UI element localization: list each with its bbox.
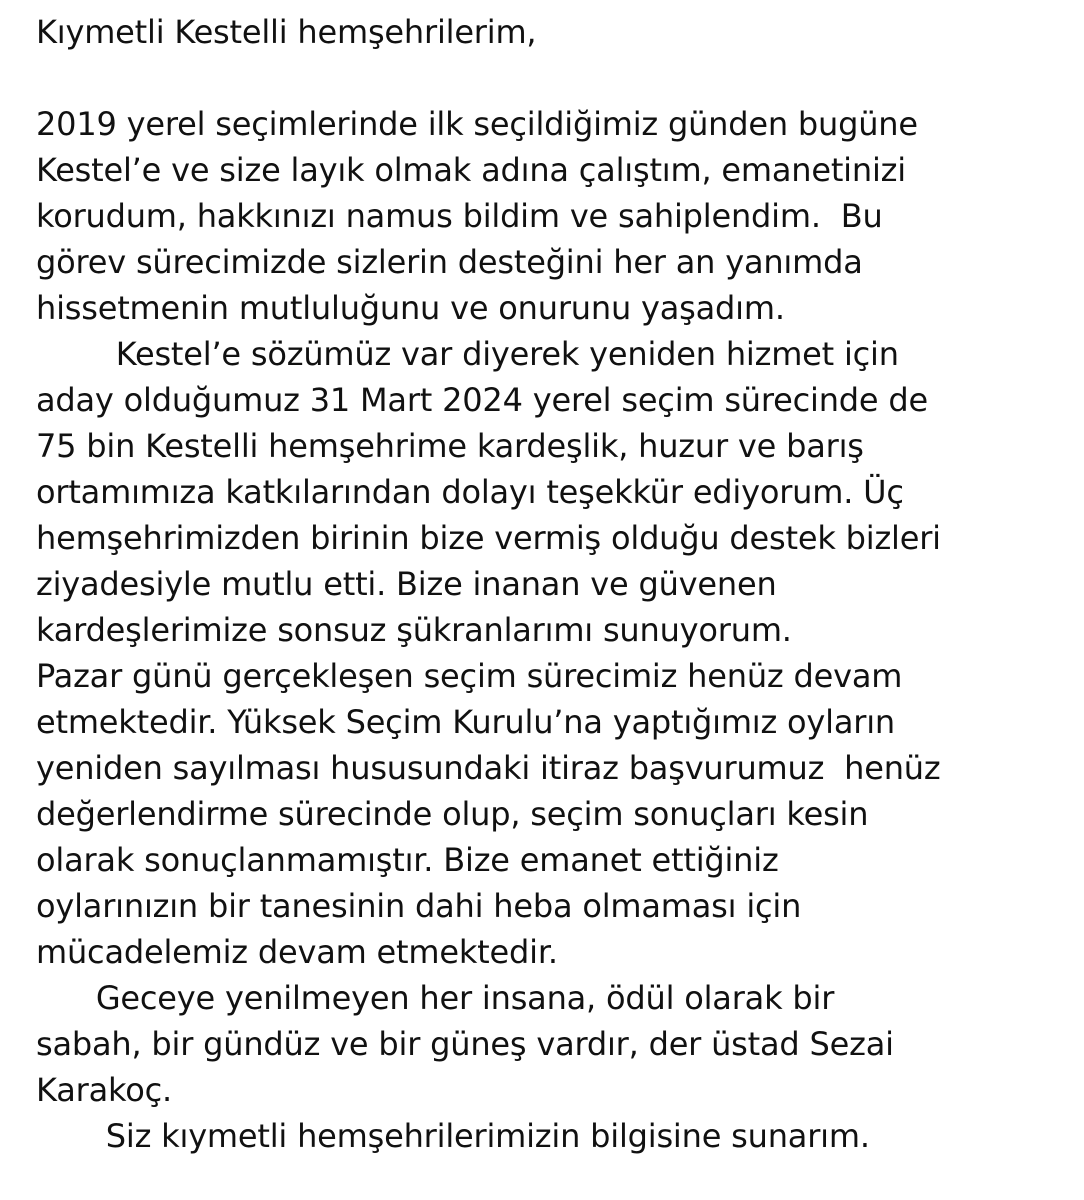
letter-line: değerlendirme sürecinde olup, seçim sonuçları kesin	[36, 795, 869, 833]
letter-line: hissetmenin mutluluğunu ve onurunu yaşadım.	[36, 289, 785, 327]
letter-line: ortamımıza katkılarından dolayı teşekkür ediyorum. Üç	[36, 473, 904, 511]
letter-line: mücadelemiz devam etmektedir.	[36, 933, 558, 971]
letter-line: Geceye yenilmeyen her insana, ödül olarak bir	[36, 979, 835, 1017]
letter-line: Pazar günü gerçekleşen seçim sürecimiz henüz devam	[36, 657, 903, 695]
letter-line: yeniden sayılması hususundaki itiraz başvurumuz henüz	[36, 749, 941, 787]
letter-line: etmektedir. Yüksek Seçim Kurulu’na yaptığımız oyların	[36, 703, 895, 741]
letter-line: 75 bin Kestelli hemşehrime kardeşlik, huzur ve barış	[36, 427, 864, 465]
letter-line: hemşehrimizden birinin bize vermiş olduğu destek bizleri	[36, 519, 941, 557]
letter-line: Kestel’e ve size layık olmak adına çalıştım, emanetinizi	[36, 151, 906, 189]
letter-greeting: Kıymetli Kestelli hemşehrilerim,	[36, 13, 537, 51]
letter-line: görev sürecimizde sizlerin desteğini her an yanımda	[36, 243, 863, 281]
letter-line: aday olduğumuz 31 Mart 2024 yerel seçim sürecinde de	[36, 381, 928, 419]
letter-line: Karakoç.	[36, 1071, 172, 1109]
letter-closing: Siz kıymetli hemşehrilerimizin bilgisine sunarım.	[36, 1117, 870, 1155]
letter-line: sabah, bir gündüz ve bir güneş vardır, der üstad Sezai	[36, 1025, 894, 1063]
letter-line: kardeşlerimize sonsuz şükranlarımı sunuyorum.	[36, 611, 792, 649]
letter-line: olarak sonuçlanmamıştır. Bize emanet ettiğiniz	[36, 841, 779, 879]
letter-line: 2019 yerel seçimlerinde ilk seçildiğimiz günden bugüne	[36, 105, 918, 143]
letter-line: korudum, hakkınızı namus bildim ve sahiplendim. Bu	[36, 197, 883, 235]
letter-line: ziyadesiyle mutlu etti. Bize inanan ve güvenen	[36, 565, 777, 603]
letter-line: Kestel’e sözümüz var diyerek yeniden hizmet için	[36, 335, 899, 373]
letter-line: oylarınızın bir tanesinin dahi heba olmaması için	[36, 887, 802, 925]
